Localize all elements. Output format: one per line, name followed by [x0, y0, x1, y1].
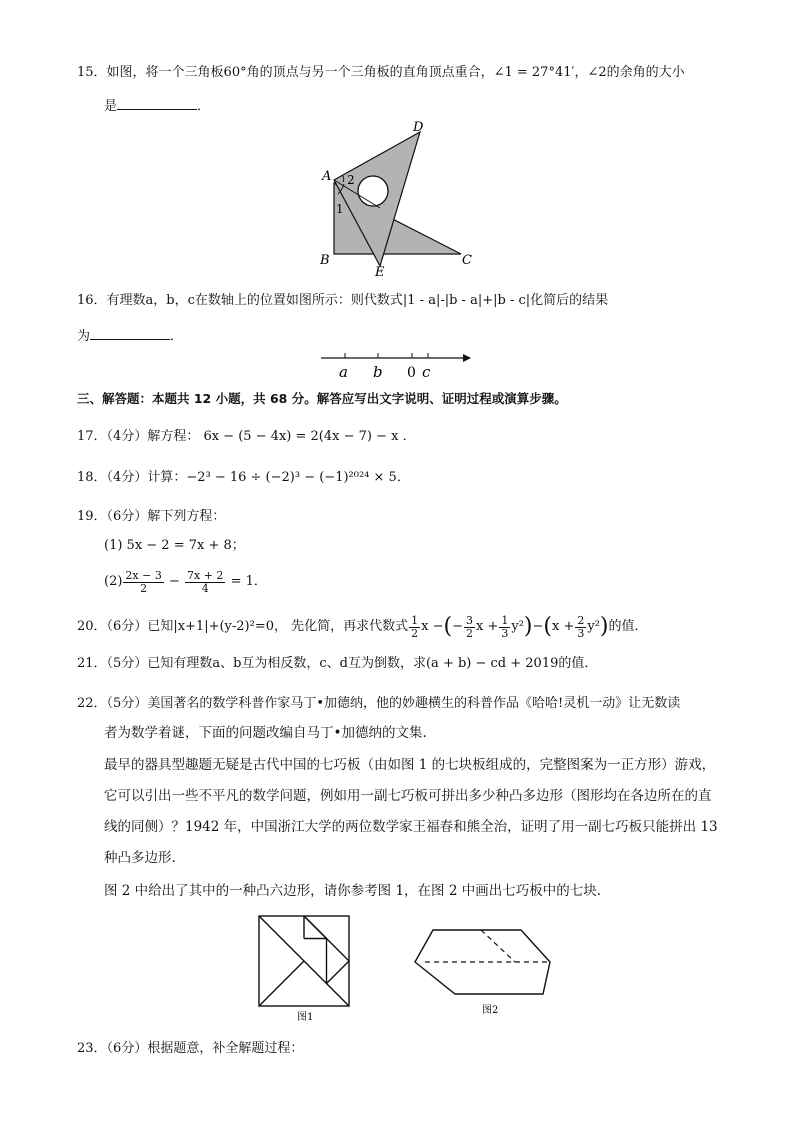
q16-answer-line	[77, 325, 183, 346]
label-A: A	[322, 169, 332, 184]
fig2-caption: 图2	[482, 1005, 499, 1016]
axis-arrow-icon	[463, 354, 471, 362]
q20-frac-1-3	[499, 615, 510, 640]
q22-para3: 图 2 中给出了其中的一种凸六边形，请你参考图 1，在图 2 中画出七巧板中的七块.	[104, 883, 602, 899]
q19-p2-rest: = 1．	[230, 574, 267, 589]
q22-para2: 最早的器具型趣题无疑是古代中国的七巧板（由如图 1 的七块板组成的，完整图案为一正方形）游戏，它可以引出一些不平凡的数学问题，例如用一副七巧板可拼出多少种凸多边形（图形均在各边所在的直线的同侧）？1942 年，中国浙江大学的两位数学家王福春和熊全治，证明了用一副七巧板只能拼出 13 种凸多边形.	[104, 757, 718, 866]
q15-end: ．	[197, 99, 211, 114]
q20-frac-2-3	[575, 615, 586, 640]
q21-text: 21．（5分）已知有理数a、b互为相反数，c、d互为倒数，求(a + b) − cd + 2019的值．	[77, 656, 598, 671]
q18-prefix: 18．（4分）计算：	[77, 470, 187, 485]
q15-text: 15．如图，将一个三角板60°角的顶点与另一个三角板的直角顶点重合，∠1 = 27°41′，∠2的余角的大小	[77, 65, 685, 80]
q20-suffix: 的值．	[608, 619, 648, 634]
q19-frac-2	[185, 570, 225, 595]
q19-p2-label: (2)	[104, 574, 123, 589]
frac-num: 3	[465, 613, 473, 627]
label-D: D	[413, 120, 424, 135]
label-angle-2: 2	[347, 173, 355, 187]
q19-part1: (1) 5x − 2 = 7x + 8；	[104, 538, 245, 553]
section3-heading: 三、解答题：本题共 12 小题，共 68 分。解答应写出文字说明、证明过程或演算步骤。	[77, 391, 567, 406]
q20-frac-3-2	[464, 615, 475, 640]
q20-a6: y²	[587, 619, 600, 634]
frac-den: 3	[501, 626, 509, 640]
q16-blank	[90, 325, 170, 340]
q15-answer-line	[104, 95, 210, 116]
label-b: b	[373, 363, 383, 380]
frac-den: 2	[140, 581, 148, 595]
frac-den: 4	[201, 581, 209, 595]
q16-cont: 为	[77, 329, 91, 344]
q16-end: ．	[170, 329, 184, 344]
q20-frac-half	[409, 615, 420, 640]
q23-text: 23．（6分）根据题意，补全解题过程：	[77, 1041, 304, 1056]
label-angle-1: 1	[336, 202, 344, 216]
frac-num: 7x + 2	[187, 568, 224, 582]
frac-num: 2x − 3	[125, 568, 162, 582]
q20-a1: x −	[421, 619, 444, 634]
frac-num: 1	[411, 613, 419, 627]
tangram-figures	[255, 912, 555, 1024]
frac-den: 3	[577, 626, 585, 640]
q18-expr: −2³ − 16 ÷ (−2)³ − (−1)²⁰²⁴ × 5．	[186, 470, 410, 485]
q15-cont: 是	[104, 99, 118, 114]
q20-a2: x +	[475, 619, 499, 634]
triangle-hole	[358, 176, 388, 206]
q22-para1: 者为数学着谜，下面的问题改编自马丁•加德纳的文集.	[104, 725, 427, 741]
q20-a4: −	[532, 619, 544, 634]
q17-text: 17．（4分）解方程： 6x − (5 − 4x) = 2(4x − 7) − x ．	[77, 429, 416, 444]
q20-a5: x +	[552, 619, 575, 634]
q19-frac-1	[123, 570, 163, 595]
number-line	[318, 348, 478, 380]
label-B: B	[320, 253, 330, 268]
frac-den: 2	[411, 626, 419, 640]
tangram-square	[259, 916, 349, 1006]
label-E: E	[375, 265, 385, 280]
frac-den: 2	[465, 626, 473, 640]
q19-title: 19．（6分）解下列方程：	[77, 509, 226, 524]
q18-line	[77, 469, 410, 487]
label-a: a	[339, 363, 348, 380]
dashed-diagonal	[481, 930, 515, 962]
label-C: C	[462, 253, 472, 268]
q20-prefix: 20．（6分）已知|x+1|+(y-2)²=0， 先化简，再求代数式	[77, 619, 409, 634]
label-c: c	[422, 363, 431, 380]
q22-line1: 22．（5分）美国著名的数学科普作家马丁•加德纳，他的妙趣横生的科普作品《哈哈!灵机一动》让无数读	[77, 696, 681, 711]
label-zero: 0	[407, 365, 416, 380]
q16-text: 16．有理数a，b，c在数轴上的位置如图所示：则代数式|1 - a|-|b - a|+|b - c|化简后的结果	[77, 293, 609, 308]
frac-num: 1	[501, 613, 509, 627]
q20-line: 20．（6分）已知|x+1|+(y-2)²=0， 先化简，再求代数式 $\frac{1}{2}$ x − ( − $\frac{3}{2}$ x + $\frac{1}{3}$ y² ) − ( x + $\frac{2}{3}$ y² ) 的值．	[77, 613, 648, 640]
q20-a3: y²	[511, 619, 524, 634]
q15-blank	[117, 95, 197, 110]
fig1-caption: 图1	[297, 1012, 314, 1023]
frac-num: 2	[577, 613, 585, 627]
q19-part2: (2) $\frac{2x - 3}{2}$ − $\frac{7x + 2}{4}$ = 1．	[104, 568, 267, 595]
q15-triangle-figure	[310, 118, 490, 280]
